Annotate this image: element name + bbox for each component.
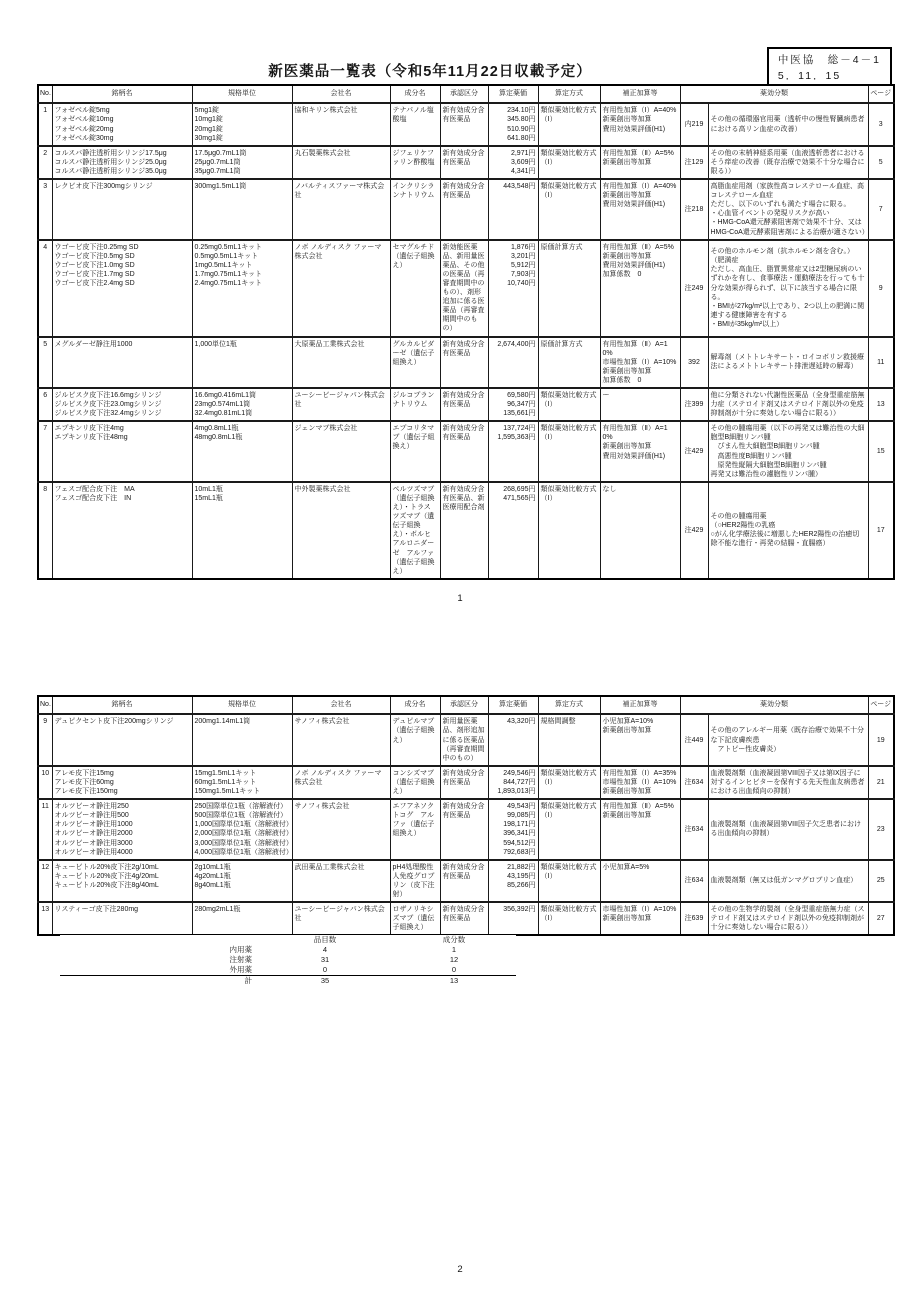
summary-ingredients-count: 12 [449, 955, 459, 965]
cell-page: 19 [868, 714, 894, 765]
cell-units: 280mg2mL1瓶 [192, 902, 292, 935]
cell-company: サノフィ株式会社 [292, 714, 390, 765]
cell-units: 4mg0.8mL1瓶 48mg0.8mL1瓶 [192, 421, 292, 482]
cell-classification: その他の循環器官用薬（透析中の慢性腎臓病患者における高リン血症の改善） [708, 103, 868, 145]
cell-classification: その他の末梢神経系用薬（血液透析患者におけるそう痒症の改善（既存治療で効果不十分な場合に限る）） [708, 146, 868, 179]
column-header: 薬効分類 [680, 696, 868, 714]
cell-ingredient: ジルコプランナトリウム [390, 388, 440, 421]
cell-units: 15mg1.5mL1キット 60mg1.5mL1キット 150mg1.5mL1キット [192, 766, 292, 799]
cell-adjustments: 有用性加算（Ⅱ）A=5% 新薬創出等加算 費用対効果評価(H1) 加算係数 0 [600, 240, 680, 337]
summary-items-count: 4 [322, 945, 328, 955]
summary-row-label: 内用薬 [229, 945, 252, 955]
cell-adjustments: 有用性加算（Ⅱ）A=10% 新薬創出等加算 費用対効果評価(H1) [600, 421, 680, 482]
cell-adjustments: 有用性加算（Ⅱ）A=5% 新薬創出等加算 [600, 799, 680, 860]
column-header: ページ [868, 85, 894, 103]
cell-ref: 注634 [680, 766, 708, 799]
cell-approval: 新有効成分含有医薬品 [440, 388, 488, 421]
column-header: 承認区分 [440, 696, 488, 714]
cell-no: 4 [38, 240, 52, 337]
cell-classification: その他のアレルギー用薬（既存治療で効果不十分な下記皮膚疾患 アトピー性皮膚炎） [708, 714, 868, 765]
cell-company: 丸石製薬株式会社 [292, 146, 390, 179]
column-header: ページ [868, 696, 894, 714]
cell-page: 21 [868, 766, 894, 799]
cell-ingredient: ロザノリキシズマブ（遺伝子組換え） [390, 902, 440, 935]
cell-no: 11 [38, 799, 52, 860]
cell-ingredient: エフアネソクトコグ アルファ（遺伝子組換え） [390, 799, 440, 860]
cell-method: 類似薬効比較方式（Ⅰ） [538, 146, 600, 179]
cell-method: 類似薬効比較方式（Ⅰ） [538, 388, 600, 421]
cell-brands: デュピクセント皮下注200mgシリンジ [52, 714, 192, 765]
cell-classification: その他の生物学的製剤（全身型重症筋無力症（ステロイド剤又はステロイド剤以外の免疫抑制剤が十分に奏効しない場合に限る）） [708, 902, 868, 935]
stamp-line1: 中医協 総－4－1 [777, 54, 881, 66]
cell-prices: 443,548円 [488, 179, 538, 240]
cell-page: 3 [868, 103, 894, 145]
cell-ref: 392 [680, 337, 708, 388]
summary-items-count: 0 [322, 965, 328, 975]
column-header: 算定方式 [538, 85, 600, 103]
cell-ref: 注129 [680, 146, 708, 179]
summary-row [60, 955, 516, 965]
cell-page: 15 [868, 421, 894, 482]
cell-method: 類似薬効比較方式（Ⅰ） [538, 766, 600, 799]
column-header: 銘柄名 [52, 85, 192, 103]
cell-company: ノボ ノルディスク ファーマ株式会社 [292, 240, 390, 337]
cell-no: 9 [38, 714, 52, 765]
drug-table-page2 [37, 695, 895, 936]
cell-brands: レクビオ皮下注300mgシリンジ [52, 179, 192, 240]
cell-prices: 21,882円 43,195円 85,266円 [488, 860, 538, 902]
cell-brands: メグルダーゼ静注用1000 [52, 337, 192, 388]
cell-prices: 2,674,400円 [488, 337, 538, 388]
cell-ingredient: ペルツズマブ（遺伝子組換え）・トラスツズマブ（遺伝子組換え）・ボルヒアルロニダーゼ アルファ（遺伝子組換え） [390, 482, 440, 579]
cell-approval: 新有効成分含有医薬品 [440, 766, 488, 799]
cell-page: 17 [868, 482, 894, 579]
cell-company: ジェンマブ株式会社 [292, 421, 390, 482]
cell-approval: 新有効成分含有医薬品 [440, 860, 488, 902]
cell-company: サノフィ株式会社 [292, 799, 390, 860]
cell-adjustments: なし [600, 482, 680, 579]
summary-row [60, 976, 516, 987]
summary-row [60, 945, 516, 955]
cell-ingredient: セマグルチド（遺伝子組換え） [390, 240, 440, 337]
table-row [38, 766, 894, 799]
cell-ingredient: インクリシランナトリウム [390, 179, 440, 240]
cell-ref: 注429 [680, 421, 708, 482]
cell-ingredient: グルカルピダーゼ（遺伝子組換え） [390, 337, 440, 388]
cell-ingredient: エプコリタマブ（遺伝子組換え） [390, 421, 440, 482]
cell-company: 中外製薬株式会社 [292, 482, 390, 579]
cell-method: 原価計算方式 [538, 240, 600, 337]
summary-ingredients-count: 1 [451, 945, 457, 955]
cell-approval: 新効能医薬品、新用量医薬品、その他の医薬品（再審査期間中のもの）、剤形追加に係る医薬品（再審査期間中のもの） [440, 240, 488, 337]
summary-ingredients-count: 0 [451, 965, 457, 975]
table-row [38, 482, 894, 579]
cell-brands: ウゴービ皮下注0.25mg SD ウゴービ皮下注0.5mg SD ウゴービ皮下注1.0mg SD ウゴービ皮下注1.7mg SD ウゴービ皮下注2.4mg SD [52, 240, 192, 337]
cell-approval: 新有効成分含有医薬品 [440, 337, 488, 388]
table-row [38, 240, 894, 337]
cell-method: 類似薬効比較方式（Ⅰ） [538, 179, 600, 240]
cell-page: 25 [868, 860, 894, 902]
table-row [38, 902, 894, 935]
summary-items-count: 35 [258, 976, 392, 987]
cell-brands: リスティーゴ皮下注280mg [52, 902, 192, 935]
cell-no: 10 [38, 766, 52, 799]
cell-units: 10mL1瓶 15mL1瓶 [192, 482, 292, 579]
summary-column-header: 品目数 [313, 935, 337, 945]
cell-brands: アレモ皮下注15mg アレモ皮下注60mg アレモ皮下注150mg [52, 766, 192, 799]
cell-ref: 注399 [680, 388, 708, 421]
table-row [38, 179, 894, 240]
summary-ingredients-count: 13 [392, 976, 516, 987]
cell-prices: 43,320円 [488, 714, 538, 765]
cell-adjustments: ー [600, 388, 680, 421]
table-row [38, 421, 894, 482]
cell-page: 13 [868, 388, 894, 421]
summary-empty-header [60, 935, 258, 945]
summary-row [60, 965, 516, 976]
table-row [38, 799, 894, 860]
cell-approval: 新有効成分含有医薬品 [440, 421, 488, 482]
cell-company: ノバルティスファーマ株式会社 [292, 179, 390, 240]
cell-page: 23 [868, 799, 894, 860]
cell-page: 9 [868, 240, 894, 337]
column-header: 規格単位 [192, 85, 292, 103]
cell-adjustments: 有用性加算（Ⅱ）A=10% 市場性加算（Ⅰ）A=10% 新薬創出等加算 加算係数 0 [600, 337, 680, 388]
summary-items-count: 31 [320, 955, 330, 965]
cell-no: 7 [38, 421, 52, 482]
cell-brands: オルツビーオ静注用250 オルツビーオ静注用500 オルツビーオ静注用1000 オルツビーオ静注用2000 オルツビーオ静注用3000 オルツビーオ静注用4000 [52, 799, 192, 860]
cell-ingredient: テナパノル塩酸塩 [390, 103, 440, 145]
page-number-2: 2 [457, 1264, 463, 1275]
summary-row-label: 計 [60, 976, 258, 987]
cell-prices: 1,876円 3,201円 5,912円 7,903円 10,740円 [488, 240, 538, 337]
cell-brands: キュービトル20%皮下注2g/10mL キュービトル20%皮下注4g/20mL キュービトル20%皮下注8g/40mL [52, 860, 192, 902]
cell-company: 武田薬品工業株式会社 [292, 860, 390, 902]
summary-table [60, 935, 516, 986]
stamp-line2: 5．11．15 [777, 70, 842, 83]
cell-approval: 新有効成分含有医薬品 [440, 902, 488, 935]
cell-ref: 注249 [680, 240, 708, 337]
cell-units: 1,000単位1瓶 [192, 337, 292, 388]
page-title: 新医薬品一覧表（令和5年11月22日収載予定） [268, 64, 592, 80]
column-header: 規格単位 [192, 696, 292, 714]
cell-units: 5mg1錠 10mg1錠 20mg1錠 30mg1錠 [192, 103, 292, 145]
cell-classification: その他の腫瘍用薬 （○HER2陽性の乳癌 ○がん化学療法後に増悪したHER2陽性の治癒切除不能な進行・再発の結腸・直腸癌） [708, 482, 868, 579]
cell-no: 2 [38, 146, 52, 179]
cell-prices: 234.10円 345.80円 510.90円 641.80円 [488, 103, 538, 145]
cell-no: 8 [38, 482, 52, 579]
cell-method: 類似薬効比較方式（Ⅰ） [538, 482, 600, 579]
cell-units: 300mg1.5mL1筒 [192, 179, 292, 240]
cell-classification: 血液製剤類（血液凝固第VIII因子欠乏患者における出血傾向の抑制） [708, 799, 868, 860]
header-row [38, 696, 894, 714]
cell-units: 200mg1.14mL1筒 [192, 714, 292, 765]
cell-method: 類似薬効比較方式（Ⅰ） [538, 799, 600, 860]
header-row [38, 85, 894, 103]
cell-adjustments: 有用性加算（Ⅰ）A=40% 新薬創出等加算 費用対効果評価(H1) [600, 103, 680, 145]
cell-brands: ジルビスク皮下注16.6mgシリンジ ジルビスク皮下注23.0mgシリンジ ジルビスク皮下注32.4mgシリンジ [52, 388, 192, 421]
cell-no: 5 [38, 337, 52, 388]
cell-method: 類似薬効比較方式（Ⅰ） [538, 860, 600, 902]
cell-approval: 新有効成分含有医薬品 [440, 103, 488, 145]
column-header: No. [38, 85, 52, 103]
cell-method: 類似薬効比較方式（Ⅰ） [538, 902, 600, 935]
cell-classification: その他のホルモン剤（抗ホルモン剤を含む。） （肥満症 ただし、高血圧、脂質異常症又は2型糖尿病のいずれかを有し、食事療法・運動療法を行っても十分な効果が得られず、以下に該当する場合に限る。 ・BMIが27kg/m²以上であり、2つ以上の肥満に関連する健康障害を有する ・BMIが35kg/m²以上） [708, 240, 868, 337]
column-header: 成分名 [390, 85, 440, 103]
cell-prices: 249,546円 844,727円 1,893,013円 [488, 766, 538, 799]
cell-company: ノボ ノルディスク ファーマ株式会社 [292, 766, 390, 799]
table-row [38, 146, 894, 179]
cell-ingredient: コンシズマブ（遺伝子組換え） [390, 766, 440, 799]
cell-brands: コルスバ静注透析用シリンジ17.5μg コルスバ静注透析用シリンジ25.0μg コルスバ静注透析用シリンジ35.0μg [52, 146, 192, 179]
cell-ingredient: ジフェリケファリン酢酸塩 [390, 146, 440, 179]
cell-no: 13 [38, 902, 52, 935]
cell-page: 5 [868, 146, 894, 179]
cell-approval: 新有効成分含有医薬品、新医療用配合剤 [440, 482, 488, 579]
cell-brands: フェスゴ配合皮下注 MA フェスゴ配合皮下注 IN [52, 482, 192, 579]
column-header: 補正加算等 [600, 696, 680, 714]
drug-table-page1 [37, 84, 895, 580]
cell-ingredient: デュピルマブ（遺伝子組換え） [390, 714, 440, 765]
cell-classification: 血液製剤類（無又は低ガンマグロブリン血症） [708, 860, 868, 902]
column-header: 銘柄名 [52, 696, 192, 714]
cell-company: ユーシービージャパン株式会社 [292, 902, 390, 935]
cell-units: 17.5μg0.7mL1筒 25μg0.7mL1筒 35μg0.7mL1筒 [192, 146, 292, 179]
summary-header-row [60, 935, 516, 945]
cell-classification: 他に分類されない代謝性医薬品（全身型重症筋無力症（ステロイド剤又はステロイド剤以外の免疫抑制剤が十分に奏効しない場合に限る）） [708, 388, 868, 421]
cell-prices: 356,392円 [488, 902, 538, 935]
cell-prices: 69,580円 96,347円 135,661円 [488, 388, 538, 421]
cell-company: ユーシービージャパン株式会社 [292, 388, 390, 421]
table-row [38, 388, 894, 421]
cell-units: 16.6mg0.416mL1筒 23mg0.574mL1筒 32.4mg0.81mL1筒 [192, 388, 292, 421]
cell-ref: 注218 [680, 179, 708, 240]
cell-no: 3 [38, 179, 52, 240]
cell-no: 1 [38, 103, 52, 145]
cell-classification: 高脂血症用剤（家族性高コレステロール血症、高コレステロール血症 ただし、以下のいずれも満たす場合に限る。 ・心血管イベントの発現リスクが高い ・HMG-CoA還元酵素阻害剤で効果不十分、又はHMG-CoA還元酵素阻害剤による治療が適さない） [708, 179, 868, 240]
page-number-1: 1 [457, 593, 463, 604]
cell-prices: 2,971円 3,609円 4,341円 [488, 146, 538, 179]
cell-approval: 新有効成分含有医薬品 [440, 799, 488, 860]
column-header: 会社名 [292, 85, 390, 103]
cell-ref: 注634 [680, 799, 708, 860]
cell-classification: 血液製剤類（血液凝固第VIII因子又は第IX因子に対するインヒビターを保有する先天性血友病患者における出血傾向の抑制） [708, 766, 868, 799]
column-header: 薬効分類 [680, 85, 868, 103]
cell-approval: 新有効成分含有医薬品 [440, 146, 488, 179]
cell-ref: 注449 [680, 714, 708, 765]
cell-no: 12 [38, 860, 52, 902]
table-row [38, 714, 894, 765]
table-row [38, 860, 894, 902]
summary-column-header: 成分数 [442, 935, 466, 945]
cell-no: 6 [38, 388, 52, 421]
cell-method: 類似薬効比較方式（Ⅰ） [538, 421, 600, 482]
column-header: 補正加算等 [600, 85, 680, 103]
summary-row-label: 外用薬 [229, 965, 252, 975]
cell-units: 250国際単位1瓶（溶解液付） 500国際単位1瓶（溶解液付） 1,000国際単位1瓶（溶解液付） 2,000国際単位1瓶（溶解液付） 3,000国際単位1瓶（溶解液付） 4,000国際単位1瓶（溶解液付） [192, 799, 292, 860]
cell-page: 27 [868, 902, 894, 935]
cell-adjustments: 市場性加算（Ⅰ）A=10% 新薬創出等加算 [600, 902, 680, 935]
column-header: 算定薬価 [488, 696, 538, 714]
cell-adjustments: 有用性加算（Ⅱ）A=5% 新薬創出等加算 [600, 146, 680, 179]
cell-adjustments: 有用性加算（Ⅰ）A=40% 新薬創出等加算 費用対効果評価(H1) [600, 179, 680, 240]
column-header: 会社名 [292, 696, 390, 714]
column-header: No. [38, 696, 52, 714]
table-row [38, 337, 894, 388]
cell-method: 規格間調整 [538, 714, 600, 765]
cell-classification: 解毒剤（メトトレキサート・ロイコボリン救援療法によるメトトレキサート排泄遅延時の解毒） [708, 337, 868, 388]
cell-page: 7 [868, 179, 894, 240]
cell-method: 原価計算方式 [538, 337, 600, 388]
cell-ref: 注429 [680, 482, 708, 579]
cell-ref: 注634 [680, 860, 708, 902]
cell-ref: 注639 [680, 902, 708, 935]
cell-adjustments: 小児加算A=5% [600, 860, 680, 902]
table-row [38, 103, 894, 145]
column-header: 成分名 [390, 696, 440, 714]
column-header: 算定薬価 [488, 85, 538, 103]
cell-prices: 137,724円 1,595,363円 [488, 421, 538, 482]
cell-ref: 内219 [680, 103, 708, 145]
cell-classification: その他の腫瘍用薬（以下の再発又は難治性の大細胞型B細胞リンパ腫 びまん性大細胞型B細胞リンパ腫 高悪性度B細胞リンパ腫 原発性縦隔大細胞型B細胞リンパ腫 再発又は難治性の濾胞性リンパ腫） [708, 421, 868, 482]
column-header: 算定方式 [538, 696, 600, 714]
cell-approval: 新有効成分含有医薬品 [440, 179, 488, 240]
cell-units: 0.25mg0.5mL1キット 0.5mg0.5mL1キット 1mg0.5mL1キット 1.7mg0.75mL1キット 2.4mg0.75mL1キット [192, 240, 292, 337]
cell-adjustments: 有用性加算（Ⅰ）A=35% 市場性加算（Ⅰ）A=10% 新薬創出等加算 [600, 766, 680, 799]
cell-ingredient: pH4処理酸性人免疫グロブリン（皮下注射） [390, 860, 440, 902]
cell-company: 協和キリン株式会社 [292, 103, 390, 145]
cell-brands: フォゼベル錠5mg フォゼベル錠10mg フォゼベル錠20mg フォゼベル錠30mg [52, 103, 192, 145]
cell-approval: 新用量医薬品、剤形追加に係る医薬品（再審査期間中のもの） [440, 714, 488, 765]
cell-brands: エプキンリ皮下注4mg エプキンリ皮下注48mg [52, 421, 192, 482]
cell-adjustments: 小児加算A=10% 新薬創出等加算 [600, 714, 680, 765]
column-header: 承認区分 [440, 85, 488, 103]
summary-row-label: 注射薬 [229, 955, 252, 965]
cell-page: 11 [868, 337, 894, 388]
cell-prices: 268,695円 471,565円 [488, 482, 538, 579]
cell-method: 類似薬効比較方式（Ⅰ） [538, 103, 600, 145]
cell-units: 2g10mL1瓶 4g20mL1瓶 8g40mL1瓶 [192, 860, 292, 902]
cell-company: 大原薬品工業株式会社 [292, 337, 390, 388]
cell-prices: 49,543円 99,085円 198,171円 396,341円 594,512円 792,683円 [488, 799, 538, 860]
